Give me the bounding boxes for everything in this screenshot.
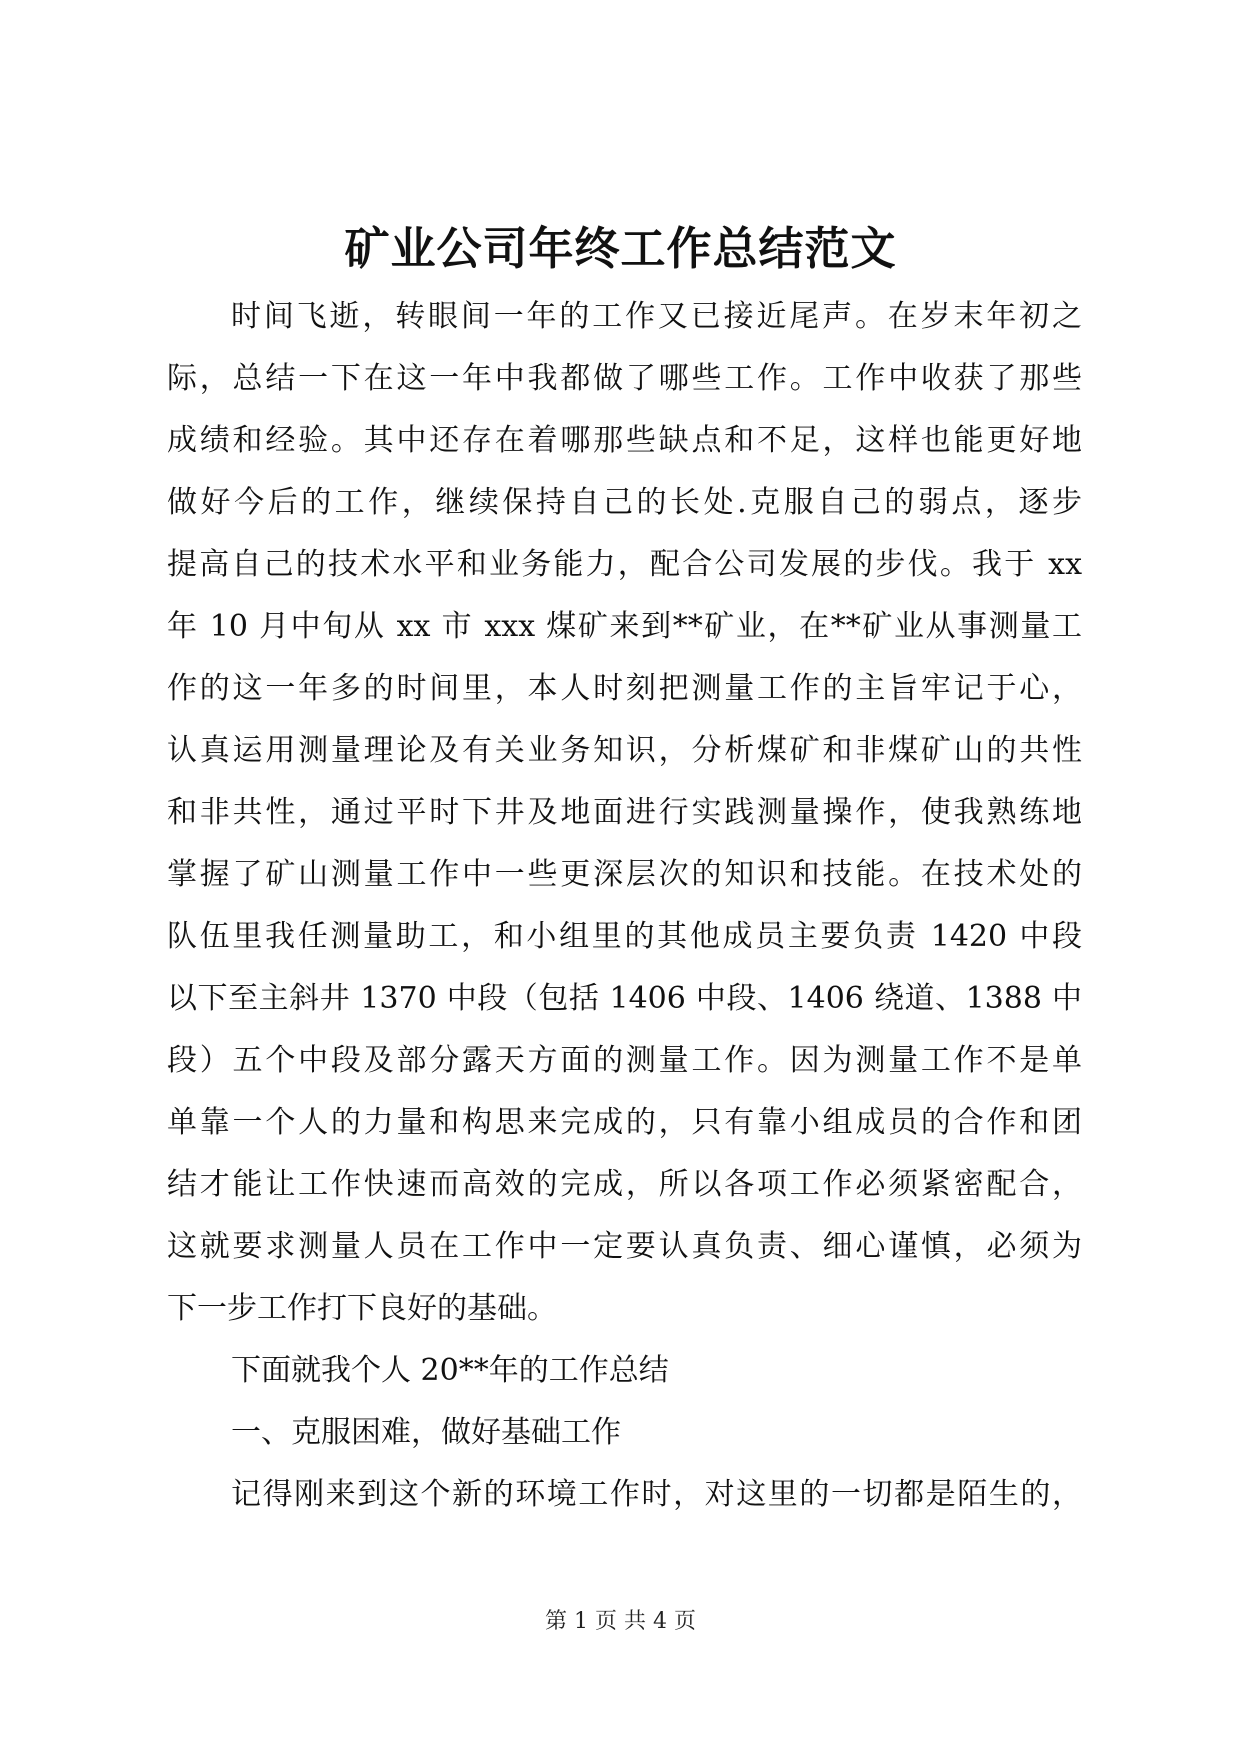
paragraph-line: 做好今后的工作，继续保持自己的长处.克服自己的弱点，逐步	[167, 485, 1082, 520]
paragraph-line: 认真运用测量理论及有关业务知识，分析煤矿和非煤矿山的共性	[167, 733, 1082, 768]
paragraph-line: 年 10 月中旬从 xx 市 xxx 煤矿来到**矿业，在**矿业从事测量工	[167, 609, 1082, 644]
paragraph-line: 这就要求测量人员在工作中一定要认真负责、细心谨慎，必须为	[167, 1229, 1082, 1264]
page-footer: 第 1 页 共 4 页	[545, 1609, 696, 1634]
paragraph-line: 时间飞逝，转眼间一年的工作又已接近尾声。在岁末年初之	[231, 299, 1082, 334]
summary-intro-line: 下面就我个人 20**年的工作总结	[231, 1353, 669, 1388]
paragraph-line: 成绩和经验。其中还存在着哪那些缺点和不足，这样也能更好地	[167, 423, 1082, 458]
paragraph-intro	[167, 286, 1082, 1340]
paragraph-line: 队伍里我任测量助工，和小组里的其他成员主要负责 1420 中段	[167, 919, 1082, 954]
paragraph-line: 掌握了矿山测量工作中一些更深层次的知识和技能。在技术处的	[167, 857, 1082, 892]
paragraph-line: 结才能让工作快速而高效的完成，所以各项工作必须紧密配合，	[167, 1167, 1082, 1202]
paragraph-line: 段）五个中段及部分露天方面的测量工作。因为测量工作不是单	[167, 1043, 1082, 1078]
paragraph-line: 和非共性，通过平时下井及地面进行实践测量操作，使我熟练地	[167, 795, 1082, 830]
paragraph-line: 以下至主斜井 1370 中段（包括 1406 中段、1406 绕道、1388 中	[167, 981, 1082, 1016]
paragraph-line: 作的这一年多的时间里，本人时刻把测量工作的主旨牢记于心，	[167, 671, 1082, 706]
paragraph-line: 下一步工作打下良好的基础。	[167, 1291, 557, 1326]
paragraph-line: 单靠一个人的力量和构思来完成的，只有靠小组成员的合作和团	[167, 1105, 1082, 1140]
section-heading: 一、克服困难，做好基础工作	[231, 1415, 621, 1450]
document-body	[167, 286, 1082, 1526]
document-title: 矿业公司年终工作总结范文	[344, 222, 897, 275]
paragraph-line: 提高自己的技术水平和业务能力，配合公司发展的步伐。我于 xx	[167, 547, 1082, 582]
paragraph-line: 际，总结一下在这一年中我都做了哪些工作。工作中收获了那些	[167, 361, 1082, 396]
paragraph-line: 记得刚来到这个新的环境工作时，对这里的一切都是陌生的，	[231, 1477, 1082, 1512]
